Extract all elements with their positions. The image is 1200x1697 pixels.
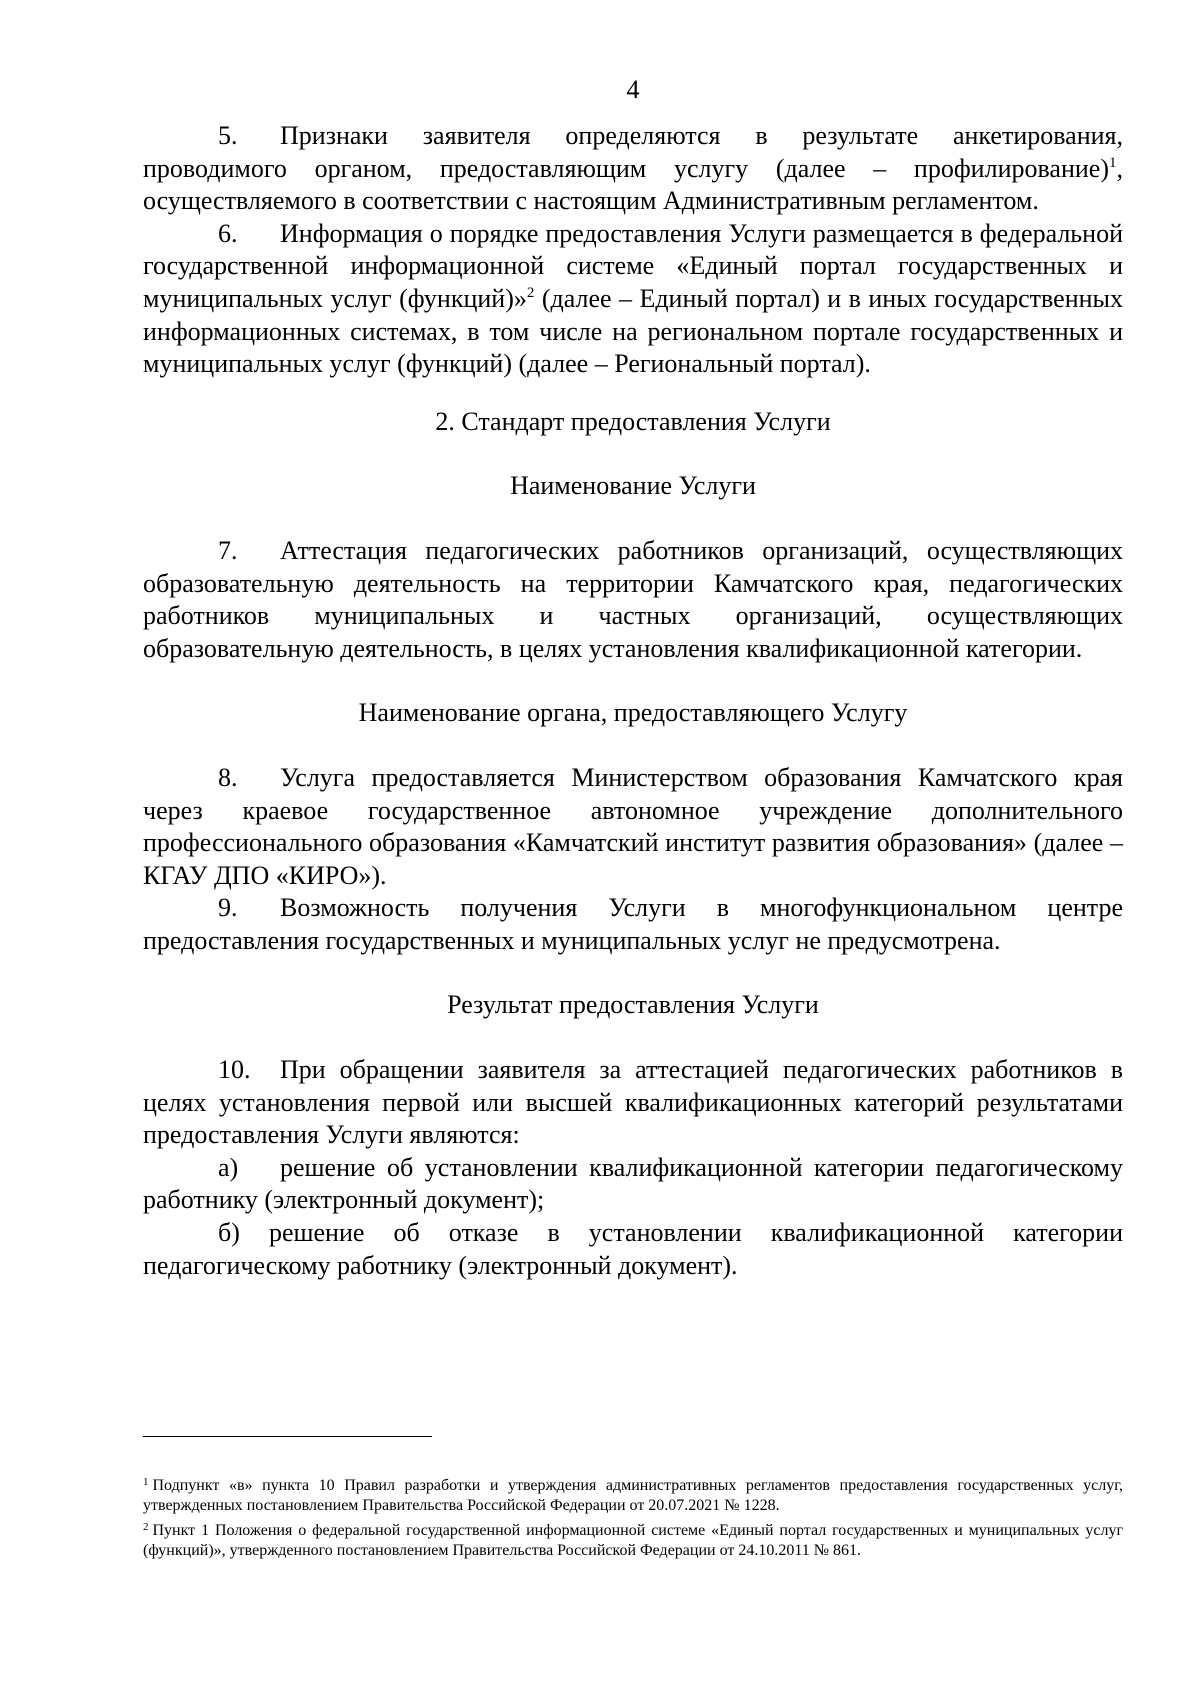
paragraph-text: Услуга предоставляется Министерством образования Камчатского края через краевое государственное автономное учреждение дополнительного профессионального образования «Камчатский институт развития образования» (далее – КГАУ ДПО «КИРО»). xyxy=(143,762,1123,890)
footnote-separator xyxy=(143,1436,432,1437)
paragraph-number: 9. xyxy=(218,893,238,923)
footnote-mark: 2 xyxy=(143,1521,149,1533)
list-item-b xyxy=(143,1217,1123,1282)
paragraph-7 xyxy=(143,535,1123,665)
section-heading: 2. Стандарт предоставления Услуги xyxy=(435,406,831,436)
paragraph-8 xyxy=(143,762,1123,892)
paragraph-text: Признаки заявителя определяются в результате анкетирования, проводимого органом, предоставляющим услугу (далее – профилирование) xyxy=(143,121,1123,183)
footnote-ref: 2 xyxy=(526,284,535,301)
list-item-a xyxy=(143,1152,1123,1217)
paragraph-text: Аттестация педагогических работников организаций, осуществляющих образовательную деятельность на территории Камчатского края, педагогических работников муниципальных и частных организаций, осуществляющих образовательную деятельность, в целях установления квалификационной категории. xyxy=(143,535,1123,663)
document-page xyxy=(143,0,1123,1697)
paragraph-6 xyxy=(143,218,1123,381)
subheading-service-name: Наименование Услуги xyxy=(510,471,756,501)
footnote-mark: 1 xyxy=(143,1476,149,1488)
paragraph-number: 5. xyxy=(218,121,238,150)
subheading-result: Результат предоставления Услуги xyxy=(447,990,819,1020)
list-item-marker: а) xyxy=(218,1152,239,1182)
list-item-text: решение об установлении квалификационной категории педагогическому работнику (электронный документ); xyxy=(143,1152,1123,1215)
footnote-1 xyxy=(143,1476,1123,1515)
footnote-text: Пункт 1 Положения о федеральной государственной информационной системе «Единый портал государственных и муниципальных услуг (функций)», утвержденного постановлением Правительства Российской Федерации от 24.10.2011 № 861. xyxy=(143,1522,1123,1559)
paragraph-text-tail: (далее – Единый портал) и в иных государственных информационных системах, в том числе на региональном портале государственных и муниципальных услуг (функций) (далее – Региональный портал). xyxy=(143,283,1123,379)
paragraph-number: 10. xyxy=(218,1055,251,1085)
paragraph-text: Информация о порядке предоставления Услуги размещается в федеральной государственной информационной системе «Единый портал государственных и муниципальных услуг (функций)» xyxy=(143,218,1123,313)
paragraph-9 xyxy=(143,892,1123,957)
footnote-ref: 1 xyxy=(1109,154,1117,171)
paragraph-5 xyxy=(143,120,1123,218)
footnote-text: Подпункт «в» пункта 10 Правил разработки и утверждения административных регламентов предоставления государственных услуг, утвержденных постановлением Правительства Российской Федерации от 20.07.2021 № 1228. xyxy=(143,1477,1123,1514)
document-body xyxy=(143,120,1123,1282)
paragraph-text: При обращении заявителя за аттестацией педагогических работников в целях установления первой или высшей квалификационных категорий результатами предоставления Услуги являются: xyxy=(143,1055,1123,1150)
paragraph-text-tail: , осуществляемого в соответствии с настоящим Административным регламентом. xyxy=(143,153,1123,216)
footnote-2 xyxy=(143,1521,1123,1560)
paragraph-number: 7. xyxy=(218,535,238,565)
page-number: 4 xyxy=(626,75,640,104)
subheading-organ-name: Наименование органа, предоставляющего Услугу xyxy=(358,698,908,728)
paragraph-text: Возможность получения Услуги в многофункциональном центре предоставления государственных и муниципальных услуг не предусмотрена. xyxy=(143,893,1123,955)
paragraph-10 xyxy=(143,1054,1123,1152)
paragraph-number: 8. xyxy=(218,762,238,792)
list-item-text: б) решение об отказе в установлении квалификационной категории педагогическому работнику (электронный документ). xyxy=(143,1218,1123,1280)
footnotes xyxy=(143,1476,1123,1566)
paragraph-number: 6. xyxy=(218,218,238,248)
